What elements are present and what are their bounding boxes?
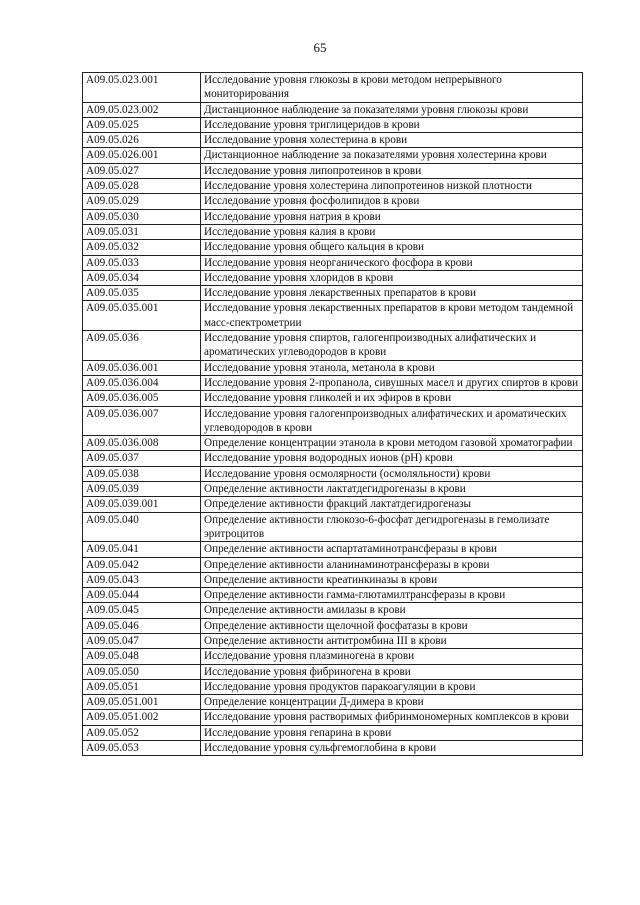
service-code: A09.05.044: [83, 588, 201, 603]
table-row: [83, 588, 583, 603]
table-row: [83, 133, 583, 148]
table-row: [83, 466, 583, 481]
service-code: A09.05.048: [83, 649, 201, 664]
service-name: Определение активности аспартатаминотрансферазы в крови: [201, 542, 583, 557]
services-table: [82, 72, 583, 756]
service-code: A09.05.036.005: [83, 391, 201, 406]
service-code: A09.05.041: [83, 542, 201, 557]
service-code: A09.05.038: [83, 466, 201, 481]
service-name: Определение активности фракций лактатдегидрогеназы: [201, 497, 583, 512]
table-row: [83, 497, 583, 512]
service-name: Исследование уровня плазминогена в крови: [201, 649, 583, 664]
table-row: [83, 179, 583, 194]
table-body: [83, 73, 583, 756]
service-name: Исследование уровня триглицеридов в крови: [201, 117, 583, 132]
service-name: Определение активности глюкозо-6-фосфат дегидрогеназы в гемолизате эритроцитов: [201, 512, 583, 542]
service-name: Дистанционное наблюдение за показателями уровня холестерина крови: [201, 148, 583, 163]
service-name: Исследование уровня лекарственных препаратов в крови: [201, 286, 583, 301]
service-code: A09.05.051.001: [83, 695, 201, 710]
table-row: [83, 286, 583, 301]
service-name: Исследование уровня калия в крови: [201, 224, 583, 239]
table-row: [83, 163, 583, 178]
table-row: [83, 741, 583, 756]
service-code: A09.05.051.002: [83, 710, 201, 725]
service-code: A09.05.028: [83, 179, 201, 194]
service-name: Исследование уровня фосфолипидов в крови: [201, 194, 583, 209]
table-row: [83, 117, 583, 132]
service-code: A09.05.040: [83, 512, 201, 542]
service-name: Исследование уровня гликолей и их эфиров в крови: [201, 391, 583, 406]
service-code: A09.05.032: [83, 240, 201, 255]
service-name: Определение активности щелочной фосфатазы в крови: [201, 618, 583, 633]
table-row: [83, 710, 583, 725]
service-name: Исследование уровня растворимых фибринмономерных комплексов в крови: [201, 710, 583, 725]
table-row: [83, 618, 583, 633]
table-row: [83, 679, 583, 694]
service-code: A09.05.052: [83, 725, 201, 740]
table-row: [83, 406, 583, 436]
service-code: A09.05.035.001: [83, 301, 201, 331]
service-name: Определение концентрации Д-димера в крови: [201, 695, 583, 710]
service-name: Исследование уровня галогенпроизводных алифатических и ароматических углеводородов в крови: [201, 406, 583, 436]
service-name: Дистанционное наблюдение за показателями уровня глюкозы крови: [201, 102, 583, 117]
service-name: Исследование уровня 2-пропанола, сивушных масел и других спиртов в крови: [201, 375, 583, 390]
table-row: [83, 194, 583, 209]
table-row: [83, 695, 583, 710]
service-code: A09.05.033: [83, 255, 201, 270]
table-row: [83, 224, 583, 239]
service-name: Исследование уровня этанола, метанола в крови: [201, 360, 583, 375]
service-code: A09.05.023.001: [83, 73, 201, 103]
service-code: A09.05.031: [83, 224, 201, 239]
service-code: A09.05.023.002: [83, 102, 201, 117]
service-name: Определение активности креатинкиназы в крови: [201, 572, 583, 587]
table-row: [83, 664, 583, 679]
table-row: [83, 209, 583, 224]
service-name: Исследование уровня гепарина в крови: [201, 725, 583, 740]
service-name: Определение концентрации этанола в крови методом газовой хроматографии: [201, 436, 583, 451]
service-name: Исследование уровня сульфгемоглобина в крови: [201, 741, 583, 756]
service-code: A09.05.036.004: [83, 375, 201, 390]
service-name: Исследование уровня осмолярности (осмоляльности) крови: [201, 466, 583, 481]
service-name: Исследование уровня продуктов паракоагуляции в крови: [201, 679, 583, 694]
table-row: [83, 360, 583, 375]
service-name: Исследование уровня глюкозы в крови методом непрерывного мониторирования: [201, 73, 583, 103]
service-code: A09.05.034: [83, 270, 201, 285]
table-row: [83, 542, 583, 557]
service-code: A09.05.042: [83, 557, 201, 572]
table-row: [83, 102, 583, 117]
service-name: Определение активности лактатдегидрогеназы в крови: [201, 482, 583, 497]
service-code: A09.05.025: [83, 117, 201, 132]
service-code: A09.05.053: [83, 741, 201, 756]
table-row: [83, 482, 583, 497]
service-name: Исследование уровня неорганического фосфора в крови: [201, 255, 583, 270]
service-code: A09.05.036.007: [83, 406, 201, 436]
service-code: A09.05.036: [83, 331, 201, 361]
service-name: Определение активности антитромбина III в крови: [201, 633, 583, 648]
service-name: Исследование уровня водородных ионов (pH) крови: [201, 451, 583, 466]
service-code: A09.05.030: [83, 209, 201, 224]
service-code: A09.05.039: [83, 482, 201, 497]
service-code: A09.05.039.001: [83, 497, 201, 512]
service-name: Исследование уровня фибриногена в крови: [201, 664, 583, 679]
table-row: [83, 270, 583, 285]
service-code: A09.05.026.001: [83, 148, 201, 163]
page-number: 65: [313, 40, 327, 55]
service-name: Определение активности гамма-глютамилтрансферазы в крови: [201, 588, 583, 603]
service-code: A09.05.046: [83, 618, 201, 633]
service-code: A09.05.036.001: [83, 360, 201, 375]
service-code: A09.05.043: [83, 572, 201, 587]
table-row: [83, 73, 583, 103]
table-row: [83, 301, 583, 331]
service-code: A09.05.027: [83, 163, 201, 178]
table-row: [83, 148, 583, 163]
service-code: A09.05.036.008: [83, 436, 201, 451]
service-code: A09.05.047: [83, 633, 201, 648]
table-row: [83, 391, 583, 406]
service-code: A09.05.035: [83, 286, 201, 301]
table-row: [83, 557, 583, 572]
service-name: Исследование уровня хлоридов в крови: [201, 270, 583, 285]
table-row: [83, 725, 583, 740]
table-row: [83, 331, 583, 361]
service-name: Исследование уровня общего кальция в крови: [201, 240, 583, 255]
table-row: [83, 603, 583, 618]
service-code: A09.05.051: [83, 679, 201, 694]
service-name: Исследование уровня липопротеинов в крови: [201, 163, 583, 178]
service-name: Исследование уровня холестерина в крови: [201, 133, 583, 148]
service-code: A09.05.050: [83, 664, 201, 679]
table-row: [83, 512, 583, 542]
service-name: Определение активности амилазы в крови: [201, 603, 583, 618]
service-name: Исследование уровня холестерина липопротеинов низкой плотности: [201, 179, 583, 194]
table-row: [83, 633, 583, 648]
table-row: [83, 451, 583, 466]
service-name: Исследование уровня натрия в крови: [201, 209, 583, 224]
table-row: [83, 572, 583, 587]
service-code: A09.05.026: [83, 133, 201, 148]
service-code: A09.05.037: [83, 451, 201, 466]
service-name: Исследование уровня спиртов, галогенпроизводных алифатических и ароматических углеводородов в крови: [201, 331, 583, 361]
service-code: A09.05.045: [83, 603, 201, 618]
table-row: [83, 436, 583, 451]
service-name: Определение активности аланинаминотрансферазы в крови: [201, 557, 583, 572]
table-row: [83, 375, 583, 390]
table-row: [83, 240, 583, 255]
service-name: Исследование уровня лекарственных препаратов в крови методом тандемной масс-спектрометрии: [201, 301, 583, 331]
service-code: A09.05.029: [83, 194, 201, 209]
table-row: [83, 649, 583, 664]
table-row: [83, 255, 583, 270]
